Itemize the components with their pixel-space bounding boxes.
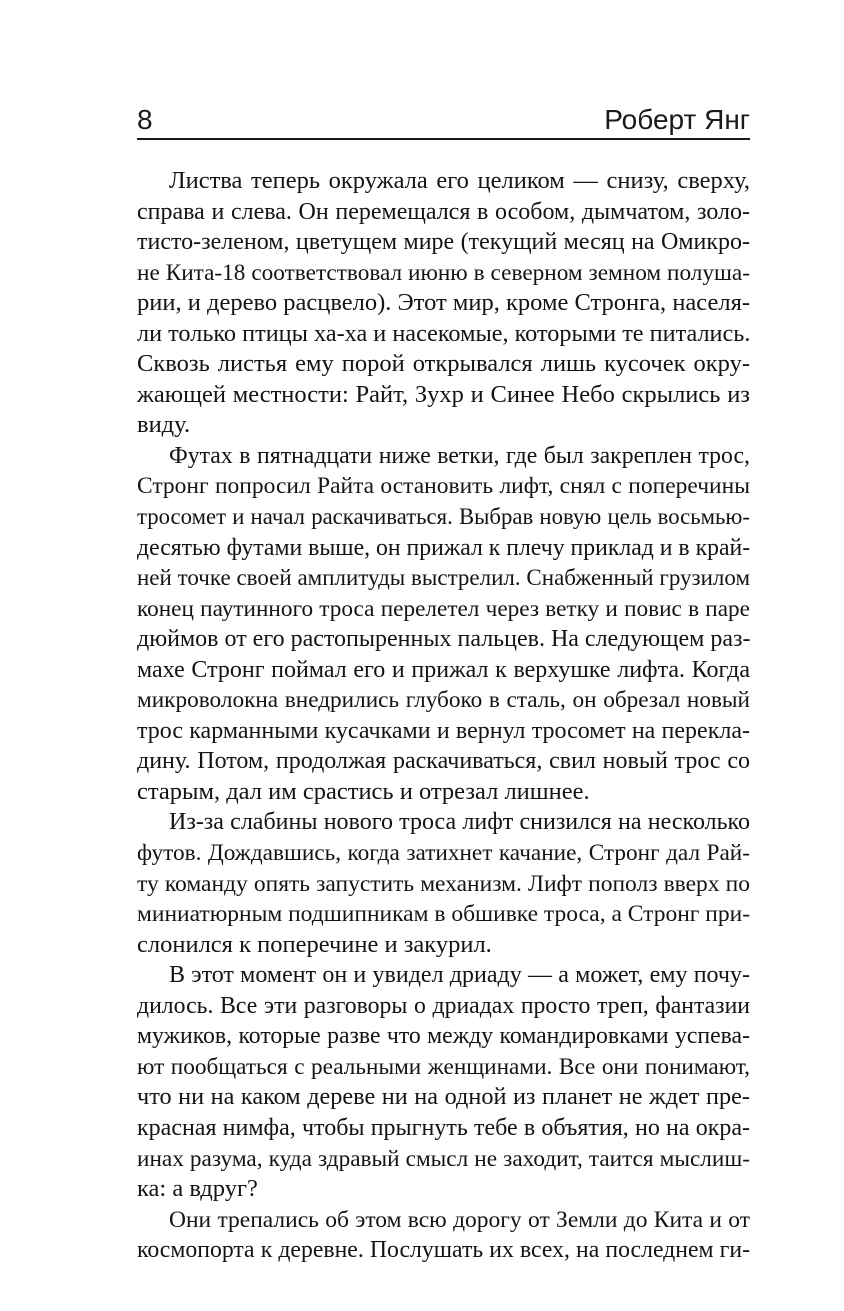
- text-line: мужиков, которые разве что между командировками успева-: [137, 1023, 750, 1050]
- text-line: дину. Потом, продолжая раскачиваться, свил новый трос со: [137, 748, 750, 775]
- text-line: Футах в пятнадцати ниже ветки, где был закреплен трос,: [169, 442, 750, 469]
- text-line: ту команду опять запустить механизм. Лифт пополз вверх по: [137, 870, 750, 897]
- text-line: ли только птицы ха-ха и насекомые, которыми те питались.: [137, 319, 751, 347]
- text-line: жающей местности: Райт, Зухр и Синее Небо скрылись из: [137, 380, 750, 408]
- text-line: Стронг попросил Райта остановить лифт, снял с поперечины: [137, 473, 750, 500]
- text-line: Они трепались об этом всю дорогу от Земли до Кита и от: [169, 1206, 750, 1233]
- page-header: [137, 98, 750, 140]
- text-line: В этот момент он и увидел дриаду — а может, ему почу-: [169, 962, 750, 989]
- text-line: махе Стронг поймал его и прижал к верхушке лифта. Когда: [137, 656, 750, 683]
- text-line: справа и слева. Он перемещался в особом, дымчатом, золо-: [137, 198, 750, 225]
- body-text: [137, 166, 750, 1266]
- text-line: космопорта к деревне. Послушать их всех, на последнем ги-: [137, 1237, 750, 1264]
- text-line: Из-за слабины нового троса лифт снизился на несколько: [169, 809, 750, 836]
- text-line: инах разума, куда здравый смысл не заходит, таится мыслиш-: [137, 1145, 750, 1172]
- text-line: дюймов от его растопыренных пальцев. На следующем раз-: [137, 626, 751, 653]
- text-line: Листва теперь окружала его целиком — снизу, сверху,: [169, 167, 750, 194]
- text-line: слонился к поперечине и закурил.: [137, 930, 492, 958]
- text-line: тросомет и начал раскачиваться. Выбрав новую цель восьмью-: [137, 504, 750, 530]
- text-line: виду.: [137, 411, 191, 439]
- text-line: десятью футами выше, он прижал к плечу приклад и в край-: [137, 534, 751, 561]
- text-line: футов. Дождавшись, когда затихнет качание, Стронг дал Рай-: [137, 840, 750, 867]
- text-line: Сквозь листья ему порой открывался лишь кусочек окру-: [137, 350, 750, 378]
- text-line: ют пообщаться с реальными женщинами. Все они понимают,: [137, 1053, 750, 1080]
- text-line: тисто-зеленом, цветущем мире (текущий месяц на Омикро-: [137, 229, 750, 256]
- text-line: миниатюрным подшипникам в обшивке троса, а Стронг при-: [137, 901, 751, 928]
- text-line: конец паутинного троса перелетел через ветку и повис в паре: [137, 595, 750, 622]
- running-head-author: Роберт Янг: [604, 104, 750, 135]
- text-line: дилось. Все эти разговоры о дриадах просто треп, фантазии: [137, 992, 750, 1019]
- text-line: рии, и дерево расцвело). Этот мир, кроме Стронга, населя-: [137, 289, 750, 317]
- text-line: что ни на каком дереве ни на одной из планет не ждет пре-: [137, 1083, 750, 1111]
- page-number: 8: [137, 104, 153, 135]
- text-line: старым, дал им срастись и отрезал лишнее.: [137, 777, 590, 805]
- text-line: микроволокна внедрились глубоко в сталь, он обрезал новый: [137, 687, 750, 714]
- text-line: красная нимфа, чтобы прыгнуть тебе в объятия, но на окра-: [137, 1114, 750, 1141]
- text-line: ка: а вдруг?: [137, 1175, 258, 1203]
- text-line: ней точке своей амплитуды выстрелил. Снабженный грузилом: [137, 565, 750, 591]
- text-line: не Кита-18 соответствовал июню в северном земном полуша-: [137, 259, 750, 286]
- text-line: трос карманными кусачками и вернул тросомет на перекла-: [137, 717, 750, 744]
